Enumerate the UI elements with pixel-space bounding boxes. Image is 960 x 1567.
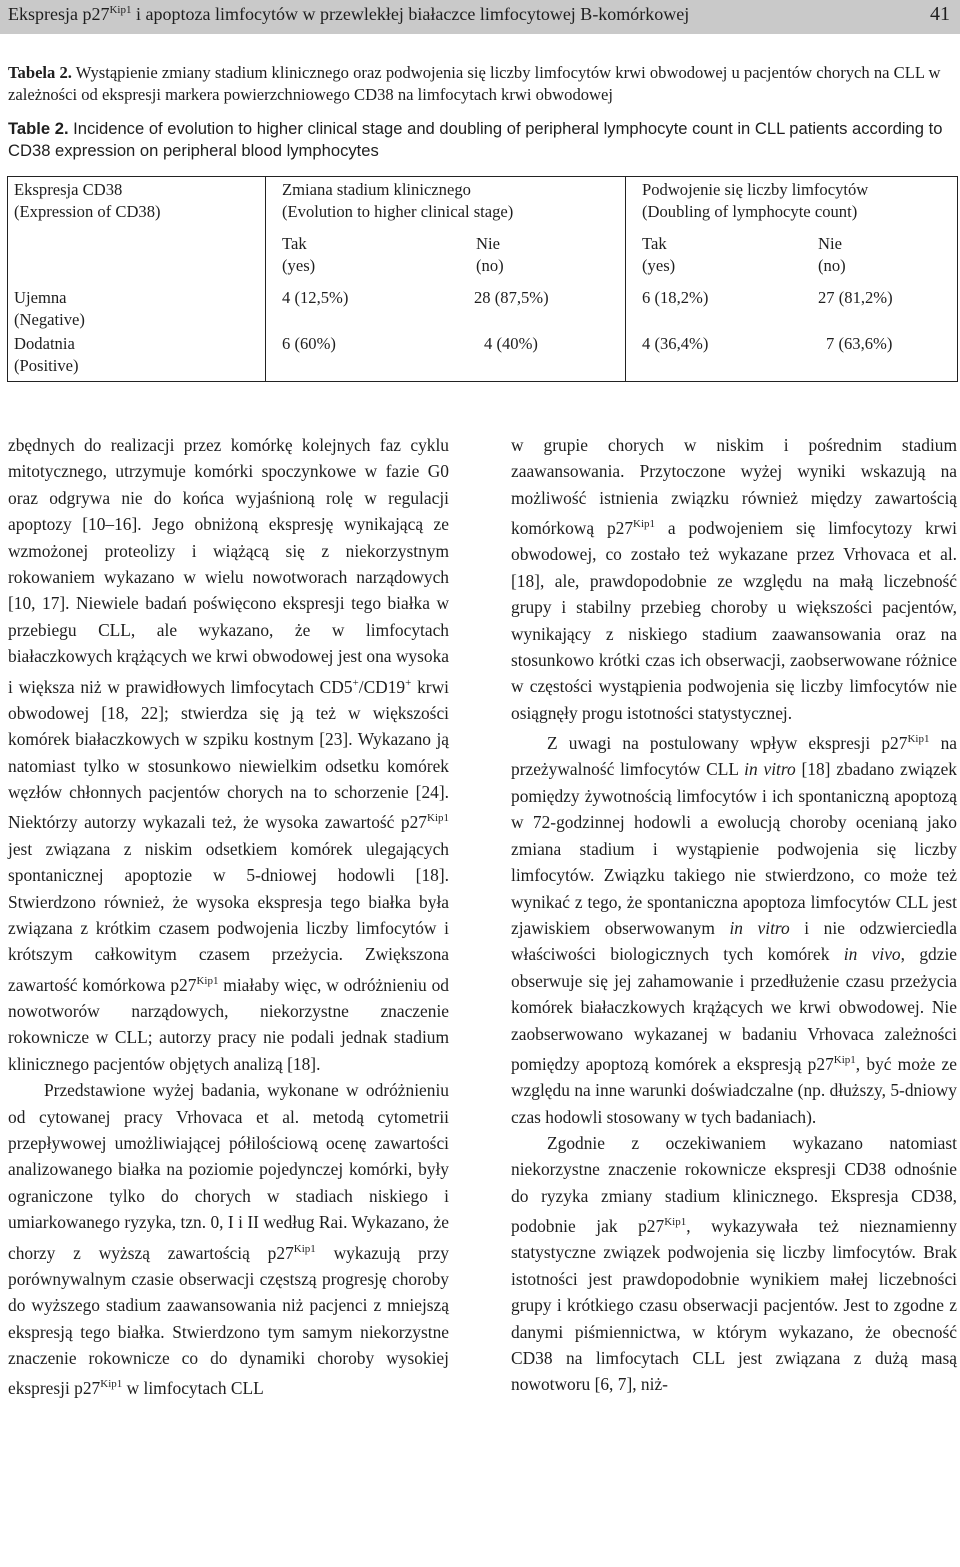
paragraph: zbędnych do realizacji przez komórkę kolejnych faz cyklu mitotycznego, utrzymuje komórki spoczynkowe w fazie G0 oraz odgrywa nie do końca wyjaśnioną rolę w regulacji apoptozy [10–16]. Jego obniżoną ekspresję wynikającą ze wzmożonej proteolizy i wiążącą się z niekorzystnym rokowaniem wykazano w wielu nowotworach narządowych [10, 17]. Niewiele badań poświęcono ekspresji tego białka w przebiegu CLL, ale wykazano, że w limfocytach białaczkowych krążących we krwi obwodowej jest ona wysoka i większa niż w prawidłowych limfocytach CD5+/CD19+ krwi obwodowej [18, 22]; stwierdza się ją też w większości komórek białaczkowych w szpiku kostnym [23]. Wykazano ją natomiast tylko w stosunkowo niewielkim odsetku komórek węzłów chłonnych pacjentów chorych na to schorzenie [24]. Niektórzy autorzy wykazali też, że wysoka zawartość $p27^{Kip1}$ jest związana z niskim odsetkiem komórek ulegających spontanicznej apoptozie w 5-dniowej hodowli [18]. Stwierdzono również, że wysoka ekspresja tego białka była związana z krótkim czasem podwojenia liczby limfocytów i krótszym całkowitym czasem przeżycia. Zwiększona zawartość komórkowa $p27^{Kip1}$ miałaby więc, w odróżnieniu od nowotworów narządowych, niekorzystne znaczenie rokownicze w CLL; autorzy pracy nie podali jednak stadium klinicznego pacjentów objętych analizą [18]. [8, 435, 450, 1074]
table-cell: 4 (40%) [484, 334, 538, 353]
table-cell: 6 (60%) [282, 334, 336, 353]
table-caption-polish: Tabela 2. Wystąpienie zmiany stadium klinicznego oraz podwojenia się liczby limfocytów krwi obwodowej u pacjentów chorych na CLL w zależności od ekspresji markera powierzchniowego CD38 na limfocytach krwi obwodowej [8, 63, 941, 104]
table-cell: 28 (87,5%) [474, 288, 549, 307]
row-label-positive: Dodatnia (Positive) [14, 334, 79, 375]
table-cell: 7 (63,6%) [826, 334, 893, 353]
data-table [7, 176, 958, 382]
page-number: 41 [930, 3, 950, 25]
table-divider [625, 177, 626, 381]
subheader-doubling-yes: Tak (yes) [642, 234, 676, 275]
table-cell: 4 (12,5%) [282, 288, 349, 307]
table-caption-english: Table 2. Incidence of evolution to higher clinical stage and doubling of peripheral lymphocyte count in CLL patients according to CD38 expression on peripheral blood lymphocytes [8, 119, 943, 160]
col-header-doubling: Podwojenie się liczby limfocytów (Doubling of lymphocyte count) [642, 180, 869, 221]
subheader-doubling-no: Nie (no) [818, 234, 846, 275]
paragraph: w grupie chorych w niskim i pośrednim stadium zaawansowania. Przytoczone wyżej wyniki wskazują na możliwość istnienia związku również między zawartością komórkową $p27^{Kip1}$ a podwojeniem się limfocytozy krwi obwodowej, co zostało też wykazane przez Vrhovaca et al. [18], ale, prawdopodobnie ze względu na małą liczebność grupy i stabilny przebieg choroby u większości pacjentów, wynikający z niskiego stadium zaawansowania oraz na stosunkowo krótki czas ich obserwacji, zaobserwowane różnice w częstości wystąpienia podwojenia się liczby limfocytów nie osiągnęły progu istotności statystycznej. [511, 435, 957, 723]
paragraph: Przedstawione wyżej badania, wykonane w odróżnieniu od cytowanej pracy Vrhovaca et al. metodą cytometrii przepływowej umożliwiającej półilościową ocenę zawartości analizowanego białka na poziomie pojedynczej komórki, były ograniczone tylko do chorych w stadiach niskiego i umiarkowanego ryzyka, tzn. 0, I i II według Rai. Wykazano, że chorzy z wyższą zawartością $p27^{Kip1}$ wykazują przy porównywalnym czasie obserwacji częstszą progresję choroby do wyższego stadium zaawansowania niż pacjenci z mniejszą ekspresją tego białka. Stwierdzono tym samym niekorzystne znaczenie rokownicze co do dynamiki choroby wysokiej ekspresji $p27^{Kip1}$ w limfocytach CLL [8, 1080, 449, 1399]
col-header-expression: Ekspresja CD38 (Expression of CD38) [14, 180, 161, 221]
running-header [0, 0, 960, 34]
subheader-stage-no: Nie (no) [476, 234, 504, 275]
body-column-right [511, 432, 957, 1398]
paragraph: Z uwagi na postulowany wpływ ekspresji $p27^{Kip1}$ na przeżywalność limfocytów CLL in vitro [18] zbadano związek pomiędzy żywotnością limfocytów i ich spontaniczną apoptozą w 72-godzinnej hodowli a ewolucją choroby ocenianą jako zmiana stadium i wystąpienie podwojenia się liczby limfocytów. Związku takiego nie stwierdzono, co może też wynikać z tego, że spontaniczna apoptoza limfocytów CLL jest zjawiskiem obserwowanym in vitro i nie odzwierciedla właściwości biologicznych tych komórek in vivo, gdzie obserwuje się jej zahamowanie i przedłużenie czasu przeżycia komórek białaczkowych krążących we krwi obwodowej. Nie zaobserwowano wykazanej w badaniu Vrhovaca zależności pomiędzy apoptozą komórek a ekspresją $p27^{Kip1}$, być może ze względu na inne warunki doświadczalne (np. dłuższy, 5-dniowy czas hodowli stosowany w tych badaniach). [511, 733, 958, 1127]
col-header-stage: Zmiana stadium klinicznego (Evolution to higher clinical stage) [282, 180, 514, 221]
table-cell: 6 (18,2%) [642, 288, 709, 307]
row-label-negative: Ujemna (Negative) [14, 288, 85, 329]
running-title: Ekspresja $p27^{Kip1}$ i apoptoza limfocytów w przewlekłej białaczce limfocytowej B-komórkowej [8, 4, 690, 24]
subheader-stage-yes: Tak (yes) [282, 234, 316, 275]
table-divider [265, 177, 266, 381]
paragraph: Zgodnie z oczekiwaniem wykazano natomiast niekorzystne znaczenie rokownicze ekspresji CD38 odnośnie do ryzyka zmiany stadium klinicznego. Ekspresja CD38, podobnie jak $p27^{Kip1}$, wykazywała też nieznamienny statystyczne związek podwojenia się liczby limfocytów. Brak istotności jest prawdopodobnie wynikiem małej liczebności grupy i krótkiego czasu obserwacji pacjentów. Jest to zgodne z danymi piśmiennictwa, w którym wykazano, że obecność CD38 na limfocytach CLL jest związana z dużą masą nowotworu [6, 7], niż- [511, 1132, 957, 1395]
table-cell: 4 (36,4%) [642, 334, 709, 353]
table-cell: 27 (81,2%) [818, 288, 893, 307]
body-column-left [8, 432, 449, 1402]
